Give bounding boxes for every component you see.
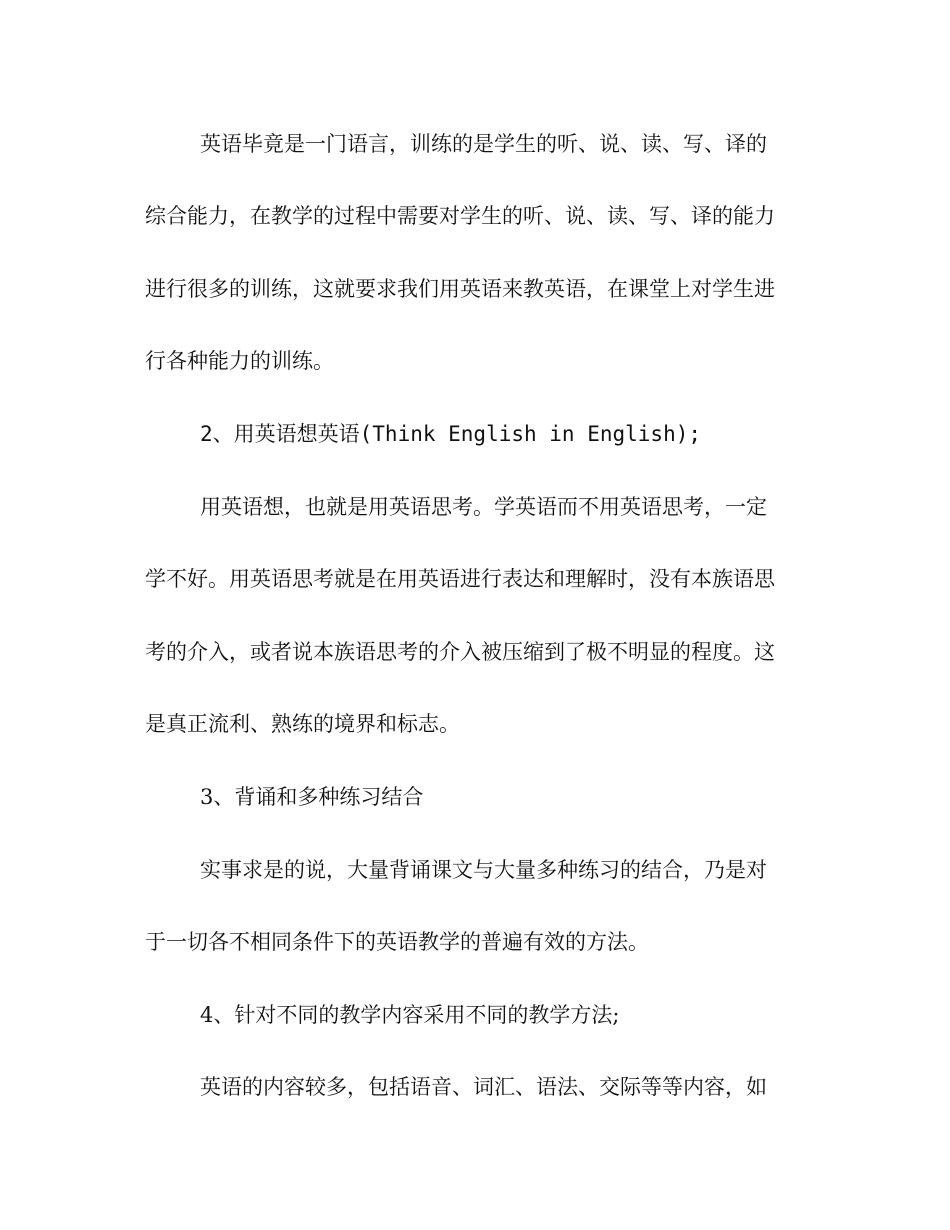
paragraph-line: 是真正流利、熟练的境界和标志。	[145, 712, 460, 736]
paragraph-line: 行各种能力的训练。	[145, 349, 334, 373]
paragraph-line: 英语的内容较多，包括语音、词汇、语法、交际等等内容，如	[200, 1075, 767, 1099]
paragraph-line: 用英语想，也就是用英语思考。学英语而不用英语思考，一定	[200, 495, 767, 519]
section-heading: 4、针对不同的教学内容采用不同的教学方法;	[200, 1003, 620, 1027]
section-heading: 3、背诵和多种练习结合	[200, 785, 424, 809]
paragraph-line: 综合能力，在教学的过程中需要对学生的听、说、读、写、译的能力	[145, 204, 775, 228]
paragraph-line: 英语毕竟是一门语言，训练的是学生的听、说、读、写、译的	[200, 132, 767, 156]
section-heading: 2、用英语想英语(Think English in English);	[200, 422, 702, 446]
paragraph-line: 实事求是的说，大量背诵课文与大量多种练习的结合，乃是对	[200, 858, 767, 882]
paragraph-line: 学不好。用英语思考就是在用英语进行表达和理解时，没有本族语思	[145, 567, 775, 591]
paragraph-line: 于一切各不相同条件下的英语教学的普遍有效的方法。	[145, 930, 649, 954]
paragraph-line: 进行很多的训练，这就要求我们用英语来教英语，在课堂上对学生进	[145, 277, 775, 301]
paragraph-line: 考的介入，或者说本族语思考的介入被压缩到了极不明显的程度。这	[145, 640, 775, 664]
